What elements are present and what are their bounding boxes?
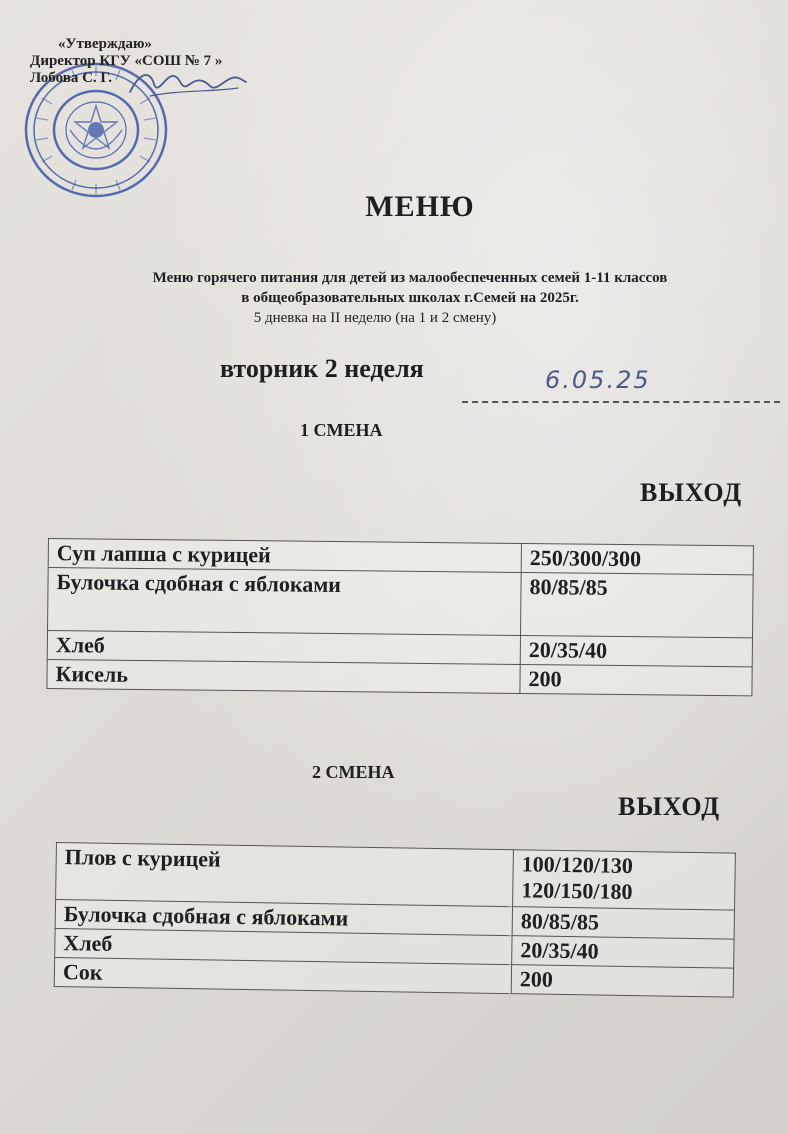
dish-portion: 200 <box>520 664 752 695</box>
shift-2-menu-table <box>54 842 736 998</box>
dish-portion: 100/120/130 <box>521 851 634 879</box>
dashed-underline <box>462 401 780 403</box>
day-heading: вторник 2 неделя <box>220 354 424 383</box>
shift-1-output-heading: ВЫХОД <box>640 478 743 507</box>
description-line-2: в общеобразовательных школах г.Семей на 2025г. <box>241 290 579 306</box>
dish-portion-cell <box>513 850 736 910</box>
dish-name: Сок <box>54 957 511 993</box>
table-row <box>48 568 754 638</box>
dish-portion: 80/85/85 <box>512 907 734 939</box>
shift-2-heading: 2 СМЕНА <box>312 762 395 782</box>
handwritten-date: 6.05.25 <box>545 366 651 394</box>
dish-name: Хлеб <box>47 631 520 665</box>
approval-director: Директор КГУ «СОШ № 7 » <box>30 53 223 69</box>
handwritten-signature <box>120 62 250 102</box>
dish-portion: 250/300/300 <box>521 543 753 574</box>
shift-1-heading: 1 СМЕНА <box>300 420 383 440</box>
dish-portion: 20/35/40 <box>512 936 734 968</box>
dish-name: Булочка сдобная с яблоками <box>55 900 512 936</box>
table-row <box>56 843 736 911</box>
dish-portion: 80/85/85 <box>521 572 754 637</box>
dish-portion: 200 <box>511 965 733 997</box>
description-line-3: 5 дневка на II неделю (на 1 и 2 смену) <box>253 310 497 326</box>
shift-2-output-heading: ВЫХОД <box>618 792 721 821</box>
dish-portion: 20/35/40 <box>520 635 752 666</box>
dish-name: Плов с курицей <box>56 843 514 907</box>
approval-name: Лобова С. Г. <box>30 70 113 86</box>
dish-portion-alt: 120/150/180 <box>521 877 633 905</box>
table-row <box>47 659 752 695</box>
approval-heading: «Утверждаю» <box>58 36 152 52</box>
page-title: МЕНЮ <box>365 190 475 223</box>
shift-1-menu-table <box>46 538 754 696</box>
menu-description <box>40 268 780 328</box>
dish-name: Суп лапша с курицей <box>48 539 521 573</box>
dish-name: Хлеб <box>55 928 512 964</box>
dish-name: Булочка сдобная с яблоками <box>48 568 522 636</box>
description-line-1: Меню горячего питания для детей из малообеспеченных семей 1-11 классов <box>152 270 668 286</box>
dish-name: Кисель <box>47 659 520 693</box>
